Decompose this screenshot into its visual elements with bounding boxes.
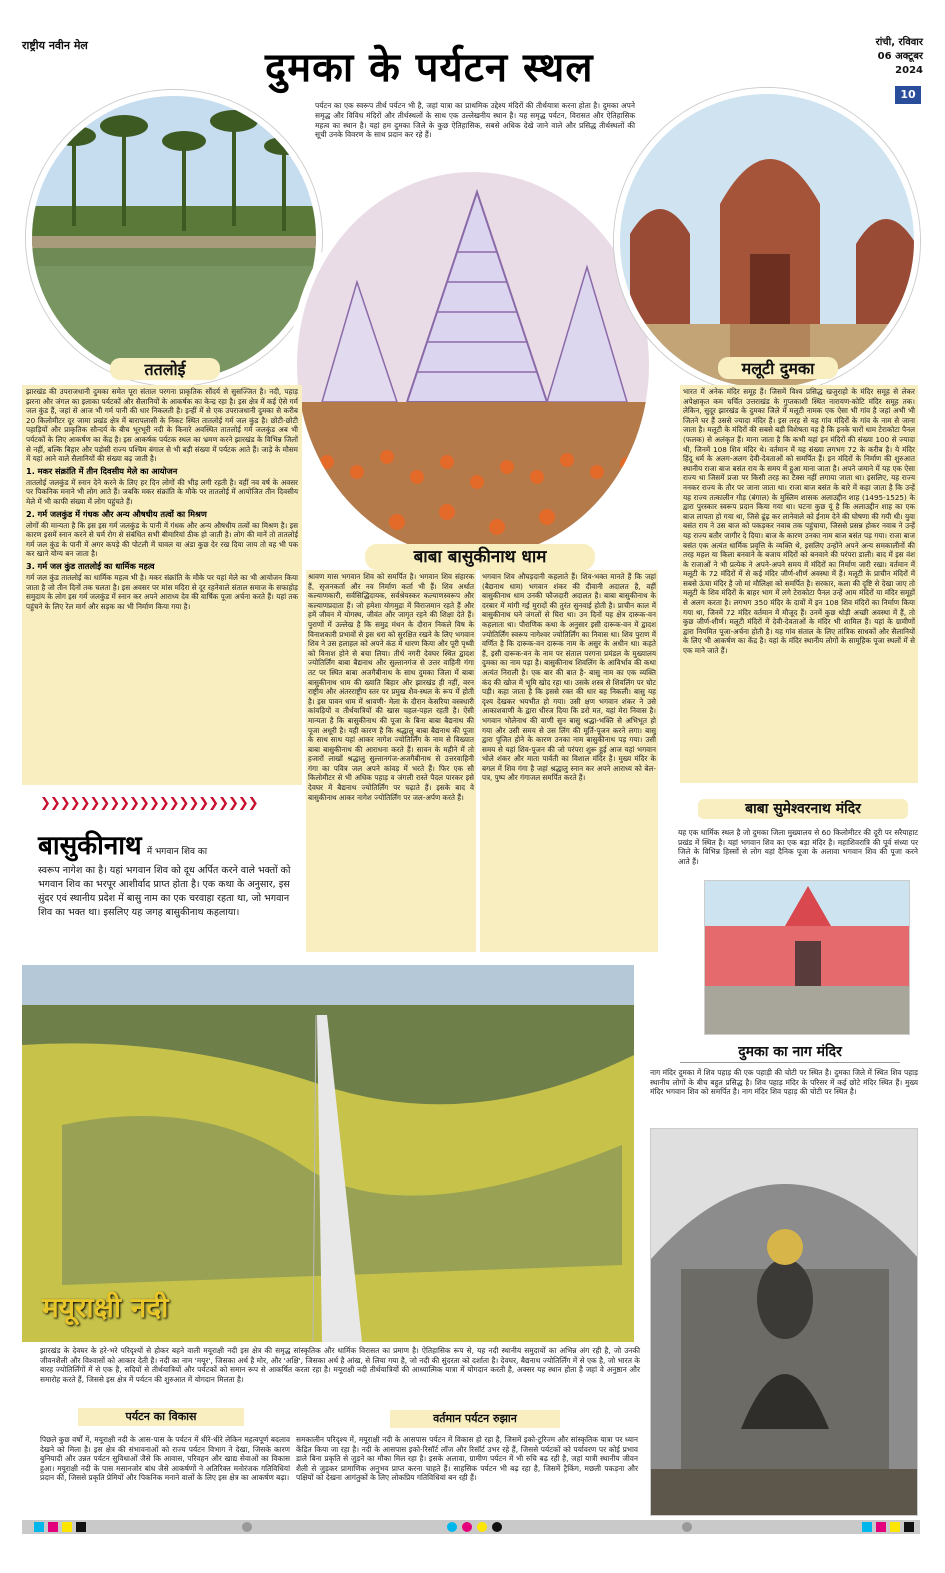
tatloi-article [22,385,302,785]
tourism-development-heading: पर्यटन का विकास [78,1408,244,1426]
tatloi-caption: ततलोई [110,358,220,380]
footer-swatch-magenta-2 [876,1522,886,1532]
tatloi-para-4: गर्म जल कुंड तातलोई का धार्मिक महत्व भी है। मकर संक्रांति के मौके पर यहां मेले का भी आयोजन किया जाता है जो तीन दिनों तक चलता है। इस अवसर पर मांस मदिरा से दूर रहनेवाले संताल समाज के सफाहोड़ समुदाय के लोग इस गर्म जलकुंड में स्नान कर अपने आराध्य देव की वार्षिक पूजा अर्चना करते हैं। यहां तक पहुंचने के लिए रेल मार्ग और सड़क का भी निर्माण किया गया है। [26,572,298,611]
footer-dot-black [492,1522,502,1532]
footer-swatch-yellow [62,1522,72,1532]
basukinath-box [38,826,294,920]
footer-swatch-yellow-2 [890,1522,900,1532]
mayurakshi-intro: झारखंड के देवघर के हरे-भरे परिदृश्यों से होकर बहने वाली मयूराक्षी नदी इस क्षेत्र की समृद्ध सांस्कृतिक और धार्मिक विरासत का प्रमाण है। ऐतिहासिक रूप से, यह नदी स्थानीय समुदायों का अभिन्न अंग रही है, जो उनकी जीवनशैली और विश्वासों को आकार देती है। नदी का नाम 'मयूर', जिसका अर्थ है मोर, और 'अक्षि', जिसका अर्थ है आंख, से लिया गया है, जो नदी की सुंदरता को दर्शाता है। देवघर, बैद्यनाथ ज्योतिर्लिंग में से एक है, जो भारत के बारह ज्योतिर्लिंगों में से एक है, सदियों से तीर्थयात्रियों और पर्यटकों को समान रूप से आकर्षित करता रहा है। मयूराक्षी नदी तीर्थयात्रियों की आध्यात्मिक यात्रा में योगदान करती है, अक्सर यह स्थान होता है जहां वे अनुष्ठान और समारोह करते हैं, जिससे इस क्षेत्र में पर्यटन की शुरुआत में योगदान मिलता है। [40,1346,640,1384]
maluti-article: भारत में अनेक मंदिर समूह हैं। जिसमें विश्व प्रसिद्ध खजुराहो के मंदिर समूह से लेकर अपेक्षाकृत कम चर्चित उत्तराखंड के गुप्तकाशी स्थित नारायण-कोटि मंदिर समूह तक। लेकिन, सुदूर झारखंड के दुमका जिले में मलूटी नामक एक ऐसा भी गांव है जहां अभी भी जितने घर हैं उससे ज्यादा मंदिर हैं। इस तरह से यह गांव मंदिरों के गांव के नाम से जाना जाता है। मलूटी के मंदिरों की सबसे बड़ी विशेषता यह है कि इनके चारों धाम टेराकोटा पैनल (फलक) से अलंकृत हैं। माना जाता है कि कभी यहां इन मंदिरों की संख्या 100 से ज्यादा थी, जिनमें 108 शिव मंदिर थे। वर्तमान में यह संख्या लगभग 72 के करीब है। ये मंदिर हिंदू धर्म के अलग-अलग देवी-देवताओं को समर्पित हैं। इन मंदिरों के निर्माण की शुरुआत स्थानीय राजा बाज बसंत राय के समय में हुआ माना जाता है। अपने जमाने में यह एक ऐसा राज्य था जिसमें प्रजा पर किसी तरह का टैक्स नहीं लगाया जाता था। इसलिए, यह राज्य ननकर राज्य के तौर पर जाना जाता था। राजा बाज बसंत के बारे में कहा जाता है कि उन्हें यह राज्य तत्कालीन गौड़ (बंगाल) के मुस्लिम शासक अलाउद्दीन शाह (1495-1525) के द्वारा पुरस्कार स्वरूप प्रदान किया गया था। घटना कुछ यूं है कि अलाउद्दीन शाह का एक बाज लापता हो गया था, जिसे ढूंढ़ कर लानेवाले को ईनाम देने की घोषणा की गयी थी। युवा बसंत राय ने उस बाज को पकड़कर नवाब तक पहुंचाया, जिससे प्रसन्न होकर नवाब ने उन्हें यह राज्य बतौर जागीर दे दिया। बाज के कारण उनका नाम बाज बसंत पड़ गया। राजा बाज बसंत एक अत्यंत धार्मिक प्रवृत्ति के व्यक्ति थे, इसलिए उन्होंने अपने अन्य समकालीनों की तरह महल या किला बनवाने के बजाय मंदिरों को बनवाने की परंपरा डाली। बाद में इस वंश के राजाओं ने भी प्रत्येक ने अपने-अपने समय में मंदिरों का निर्माण जारी रखा। वर्तमान में मलूटी के 72 मंदिरों में से कई मंदिर जीर्ण-शीर्ण अवस्था में हैं। मलूटी के प्राचीन मंदिरों में सबसे ऊंचा मंदिर है जो मां मौलिक्षा को समर्पित है। सरकार, कला की दृष्टि से देखा जाए तो मलूटी के शिव मंदिरों के बाहर भाग में लगे टेराकोटा पैनल उन्हें आम मंदिरों या मंदिर समूहों से अलग करता है। लगभग 350 मंदिर के दावों में इन 108 शिव मंदिरों का निर्माण किया गया था, जिनमें 72 मंदिर वर्तमान में मौजूद हैं। उनमें कुछ थोड़ी अच्छी अवस्था में हैं, तो कुछ जीर्ण-शीर्ण। मलूटी मंदिरों में देवी-देवताओं के मंदिर भी शामिल हैं। यहां के ग्रामीणों द्वारा नियमित पूजा-अर्चना होती है। यह गांव संताल के लिए तांत्रिक साधकों और सैलानियों के लिए भी आकर्षण का केंद्र है। यहां के मंदिर स्थानीय लोगों के सामूहिक पूजा स्थलों में से एक माने जाते हैं। [680,385,918,783]
footer-dot-cyan [447,1522,457,1532]
footer-bar [22,1520,920,1534]
current-tourism-text: समकालीन परिदृश्य में, मयूराक्षी नदी के आसपास पर्यटन में विकास हो रहा है, जिसमें इको-टूरिज्म और सांस्कृतिक यात्रा पर ध्यान केंद्रित किया जा रहा है। नदी के आसपास इको-रिसॉर्ट लॉज और रिसॉर्ट उभर रहे हैं, जिससे पर्यटकों को पर्यावरण पर कोई प्रभाव डाले बिना प्रकृति से जुड़ने का मौका मिल रहा है। इसके अलावा, ग्रामीण पर्यटन में भी रुचि बढ़ रही है, जहां यात्री स्थानीय जीवन शैली से जुड़कर प्रामाणिक अनुभव प्राप्त करना चाहते हैं। साहसिक पर्यटन भी बढ़ रहा है, जिसमें ट्रैकिंग, मछली पकड़ना और पक्षियों को देखना आगंतुकों के लिए लोकप्रिय गतिविधियां बन रही हैं। [296,1435,638,1483]
footer-swatch-cyan [34,1522,44,1532]
naag-mandir-heading: दुमका का नाग मंदिर [680,1042,900,1063]
chevron-divider: ❯❯❯❯❯❯❯❯❯❯❯❯❯❯❯❯❯❯❯❯❯❯ [40,796,258,811]
basukinath-box-text-2: स्वरूप नागेश का है। यहां भगवान शिव को दूध अर्पित करने वाले भक्तों को भगवान शिव का भरपूर आशीर्वाद प्राप्त होता है। एक कथा के अनुसार, इस सुंदर एवं स्थानीय प्रदेश में बासु नाम का एक चरवाहा रहता था, जो भगवान शिव का भक्त था। इसलिए यह जगह बासुकीनाथ कहलाया। [38,865,291,918]
basukinath-box-text-1: में भगवान शिव का [146,847,208,857]
intro-text: पर्यटन का एक स्वरूप तीर्थ पर्यटन भी है, जहां यात्रा का प्राथमिक उद्देश्य मंदिरों की तीर्थयात्रा करना होता है। दुमका अपने समृद्ध और विविध मंदिरों और तीर्थस्थलों के साथ एक उल्लेखनीय स्थान है। यह समृद्ध पर्यटन, विरासत और ऐतिहासिक महत्व का स्थान है। यहां हम दुमका जिले के कुछ ऐतिहासिक, सबसे अधिक देखे जाने वाले और प्रसिद्ध तीर्थस्थलों की सूची उनके विवरण के साथ प्रदान कर रहे हैं। [315,101,635,140]
page-number-badge: 10 [895,86,921,104]
tatloi-heading-1: 1. मकर संक्रांति में तीन दिवसीय मेले का आयोजन [26,465,178,476]
footer-swatch-black [76,1522,86,1532]
tatloi-para-3: लोगों की मान्यता है कि इस इस गर्म जलकुंड के पानी में गंधक और अन्य औषधीय तत्वों का मिश्रण है। इस कारण इसमें स्नान करने से चर्म रोग से संबंधित सभी बीमारियां ठीक हो जाती है। लोग की मानें तो तातलोई गर्म जल कुंड के पानी में अगर कपड़े की पोटली में चावल या अंडा कुछ देर रख दिया जाय तो वह भी पक कर खाने योग्य बन जाता है। [26,520,298,559]
current-tourism-heading: वर्तमान पर्यटन रुझान [390,1410,560,1428]
date: 06 अक्टूबर [877,51,923,62]
sumeshwarnath-heading: बाबा सुमेश्वरनाथ मंदिर [698,799,908,819]
basukinath-box-heading: बासुकीनाथ [38,831,142,861]
mayurakshi-photo [22,965,634,1342]
masthead-brand: राष्ट्रीय नवीन मेल [22,39,88,52]
tatloi-para-2: तातलोई जलकुंड में स्नान देने करने के लिए हर दिन लोगों की भीड़ लगी रहती है। वहीं नव वर्ष के अवसर पर पिकनिक मनाने भी लोग आते हैं। जबकि मकर संक्रांति के मौके पर तातलोई में आयोजित तीन दिवसीय मेले में भी काफी संख्या में लोग पहुंचते हैं। [26,477,298,506]
footer-dot-1 [242,1522,252,1532]
footer-swatch-cyan-2 [862,1522,872,1532]
city-day: रांची, रविवार [875,37,923,48]
sumeshwarnath-photo [704,880,910,1035]
maluti-photo [614,88,920,394]
maluti-caption: मलूटी दुमका [718,357,838,379]
basukinath-dham-col-2: भगवान शिव औघड़दानी कहलाते हैं। शिव-भक्त मानते हैं कि जहां (बैद्यनाथ धाम) भगवान शंकर की दीवानी अदालत है, वहीं बासुकीनाथ धाम उनकी फौजदारी अदालत है। बाबा बासुकीनाथ के दरबार में मांगी गई मुरादों की तुरंत सुनवाई होती है। प्राचीन काल में बासुकीनाथ घने जंगलों से घिरा था। उन दिनों यह क्षेत्र दारूक-वन कहलाता था। पौराणिक कथा के अनुसार इसी दारूक-वन में द्वादश ज्योतिर्लिंग स्वरूप नागेश्वर ज्योतिर्लिंग का निवास था। शिव पुराण में वर्णित है कि दारूक-वन दारूक नाम के असुर के अधीन था। कहते हैं, इसी दारूक-वन के नाम पर संताल परगना प्रमंडल के मुख्यालय दुमका का नाम पड़ा है। बासुकीनाथ शिवलिंग के आविर्भाव की कथा अत्यंत निराली है। एक बार की बात है- बासु नाम का एक व्यक्ति कंद की खोज में भूमि खोद रहा था। उसके शस्त्र से शिवलिंग पर चोट पड़ी। कहा जाता है कि इससे रक्त की धार बह निकली। बासु यह दृश्य देखकर भयभीत हो गया। उसी क्षण भगवान शंकर ने उसे आकाशवाणी के द्वारा धीरज दिया कि डरो मत, यहां मेरा निवास है। भगवान भोलेनाथ की वाणी सुन बासु श्रद्धा-भक्ति से अभिभूत हो गया और उसी समय से उस लिंग की मूर्ति-पूजन करने लगा। बासु द्वारा पूजित होने के कारण उनका नाम बासुकीनाथ पड़ गया। उसी समय से यहां शिव-पूजन की जो परंपरा शुरू हुई आज यहां भगवान भोले शंकर और माता पार्वती का विशाल मंदिर है। मुख्य मंदिर के बगल में शिव गंगा है जहां श्रद्धालु स्नान कर अपने आराध्य को बेल-पत्र, पुष्प और गंगाजल समर्पित करते हैं। [480,570,658,952]
footer-dot-2 [682,1522,692,1532]
naag-mandir-text: नाग मंदिर दुमका में शिव पहाड़ की एक पहाड़ी की चोटी पर स्थित है। दुमका जिले में स्थित शिव पहाड़ स्थानीय लोगों के बीच बहुत प्रसिद्ध है। शिव पहाड़ मंदिर के परिसर में कई छोटे मंदिर स्थित हैं। मुख्य मंदिर भगवान शिव को समर्पित है। नाग मंदिर शिव पहाड़ की चोटी पर स्थित है। [650,1068,918,1097]
footer-dot-magenta [462,1522,472,1532]
basukinath-temple-photo [290,165,656,565]
sumeshwarnath-text: यह एक धार्मिक स्थल है जो दुमका जिला मुख्यालय से 60 किलोमीटर की दूरी पर सरैयाहाट प्रखंड में स्थित है। यहां भगवान शिव का एक बड़ा मंदिर है। महाशिवरात्रि की पूर्व संध्या पर जिले के विभिन्न हिस्सों से लोग यहां दैनिक पूजा के अलावा भगवान शिव की पूजा करने आते हैं। [678,828,918,866]
basukinath-dham-caption: बाबा बासुकीनाथ धाम [365,544,595,570]
footer-swatch-black-2 [904,1522,914,1532]
footer-swatch-magenta [48,1522,58,1532]
tatloi-photo [26,90,322,386]
tatloi-para-1: झारखंड की उपराजधानी दुमका समेत पूरा संताल परगना प्राकृतिक सौंदर्य से सुसज्जित है। नदी, पहाड़ झरना और जंगल का इलाका पर्यटकों और सैलानियों के आकर्षक का केन्द्र रहा है। इस क्षेत्र में कई ऐसे गर्म जल कुंड हैं, जहां से आज भी गर्म पानी की धार निकलती है। इन्हीं में से एक उपराजधानी दुमका से करीब 20 किलोमीटर दूर जामा प्रखंड क्षेत्र में बारापलासी के निकट स्थित तातलोई गर्म जल कुंड है। छोटी-छोटी पहाड़ियों और प्राकृतिक सौन्दर्य के बीच भूरभूरी नदी के किनारे अवस्थित तातलोई गर्म जलकुंड अब भी पर्यटकों के लिए आकर्षण का केंद्र है। इस आकर्षक पर्यटक स्थल का भ्रमण करने झारखंड के विभिन्न जिलों से नहीं, बल्कि बिहार और पड़ोसी राज्य पश्चिम बंगाल से भी बड़ी संख्या में पर्यटक आते हैं। जाड़े के मौसम में यहां आने वाले सैलानियों की संख्या बढ़ जाती है। [26,387,298,464]
tatloi-heading-2: 2. गर्म जलकुंड में गंधक और अन्य औषधीय तत्वों का मिश्रण [26,508,207,519]
basukinath-dham-col-1: श्रावण मास भगवान शिव को समर्पित है। भगवान शिव संहारक हैं, सृजनकर्ता और नव निर्माण कर्ता भी हैं। शिव अर्थात कल्याणकारी, सर्वसिद्धिदायक, सर्वश्रेयस्कर कल्याणस्वरूप और कल्याणप्रदाता हैं। जो हमेशा योगमुद्रा में विराजमान रहते हैं और हमें जीवन में योगस्थ, जीवंत और जागृत रहने की शिक्षा देते हैं। पुराणों में उल्लेख है कि समुद्र मंथन के दौरान निकले विष के विनाशकारी प्रभावों से इस धरा को सुरक्षित रखने के लिए भगवान शिव ने उस हलाहल को अपने कंठ में धारण किया और पूरी पृथ्वी को विनाश होने से बचा लिया। तीर्थ नगरी देवघर स्थित द्वादश ज्योतिर्लिंग बाबा बैद्यनाथ और सुल्तानगंज से उत्तर वाहिनी गंगा तट पर स्थित बाबा अजगैबीनाथ के साथ दुमका जिला में बाबा बासुकीनाथ धाम की ख्याति बिहार और झारखंड ही नहीं, वरन राष्ट्रीय और अंतरराष्ट्रीय स्तर पर प्रमुख शैव-स्थल के रूप में होती है। इस पावन धाम में श्रावणी- मेला के दौरान केसरिया वस्त्रधारी कांवड़ियों व तीर्थयात्रियों की खास चहल-पहल रहती है। ऐसी मान्यता है कि बासुकीनाथ की पूजा के बिना बाबा बैद्यनाथ की पूजा अधूरी है। यही कारण है कि श्रद्धालु बाबा बैद्यनाथ की पूजा के साथ साथ यहां आकर नागेश ज्योतिर्लिंग के नाम से विख्यात बाबा बासुकीनाथ की आराधना करते हैं। सावन के महीने में तो हजारों लाखों श्रद्धालु सुल्तानगंज-अजगैबीनाथ से उत्तरवाहिनी गंगा का पवित्र जल अपने कांवड़ में भरते हैं। फिर एक सौ किलोमीटर से भी अधिक पहाड़ व जंगली रास्ते पैदल पारकर इसे देवघर में बैद्यनाथ ज्योतिर्लिंग पर चढ़ाते हैं। इसके बाद वे बासुकीनाथ आकर नागेश ज्योतिर्लिंग पर जल-अर्पण करते हैं। [306,570,476,952]
naag-mandir-photo [650,1128,918,1516]
year: 2024 [895,65,923,76]
dateline [876,36,923,78]
tatloi-heading-3: 3. गर्म जल कुंड तातलोई का धार्मिक महत्व [26,560,155,571]
tourism-development-text: पिछले कुछ वर्षों में, मयूराक्षी नदी के आस-पास के पर्यटन में धीरे-धीरे लेकिन महत्वपूर्ण बदलाव देखने को मिला है। इस क्षेत्र की संभावनाओं को राज्य पर्यटन विभाग ने देखा, जिसके कारण बुनियादी और उन्नत पर्यटन सुविधाओं जैसे कि आवास, परिवहन और खाद्य सेवाओं का विकास हुआ। मयूराक्षी नदी के पास मसानजोर बांध जैसे आकर्षणों ने अतिरिक्त मनोरंजक गतिविधियां प्रदान कीं, जिससे प्रकृति प्रेमियों और पिकनिक मनाने वालों के लिए इस क्षेत्र का आकर्षण बढ़ा। [40,1435,290,1483]
mayurakshi-caption: मयूराक्षी नदी [42,1291,169,1324]
page-title: दुमका के पर्यटन स्थल [265,45,594,91]
footer-dot-yellow [477,1522,487,1532]
